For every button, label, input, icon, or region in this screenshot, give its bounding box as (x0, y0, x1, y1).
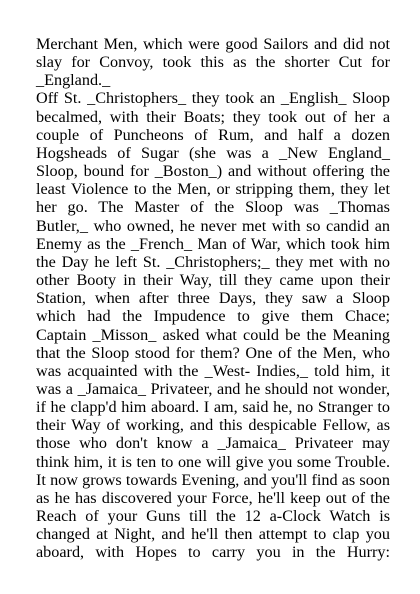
paragraph-merchant-men: Merchant Men, which were good Sailors and did not slay for Convoy, took this as the shorter Cut for _England._ (36, 35, 390, 90)
paragraph-st-christophers: Off St. _Christophers_ they took an _English_ Sloop becalmed, with their Boats; they took out of her a couple of Puncheons of Rum, and half a dozen Hogsheads of Sugar (she was a _New England_ Sloop, bound for _Boston_) and without offering the least Violence to the Men, or stripping them, they let her go. The Master of the Sloop was _Thomas Butler,_ who owned, he never met with so candid an Enemy as the _French_ Man of War, which took him the Day he left St. _Christophers;_ they met with no other Booty in their Way, till they came upon their Station, when after three Days, they saw a Sloop which had the Impudence to give them Chace; Captain _Misson_ asked what could be the Meaning that the Sloop stood for them? One of the Men, who was acquainted with the _West- Indies,_ told him, it was a _Jamaica_ Privateer, and he should not wonder, if he clapp'd him aboard. I am, said he, no Stranger to their Way of working, and this despicable Fellow, as those who don't know a _Jamaica_ Privateer may think him, it is ten to one will give you some Trouble. It now grows towards Evening, and you'll find as soon as he has discovered your Force, he'll keep out of the Reach of your Guns till the 12 a-Clock Watch is changed at Night, and he'll then attempt to clap you aboard, with Hopes to carry you in the Hurry: (36, 89, 390, 562)
document-page (36, 35, 390, 562)
